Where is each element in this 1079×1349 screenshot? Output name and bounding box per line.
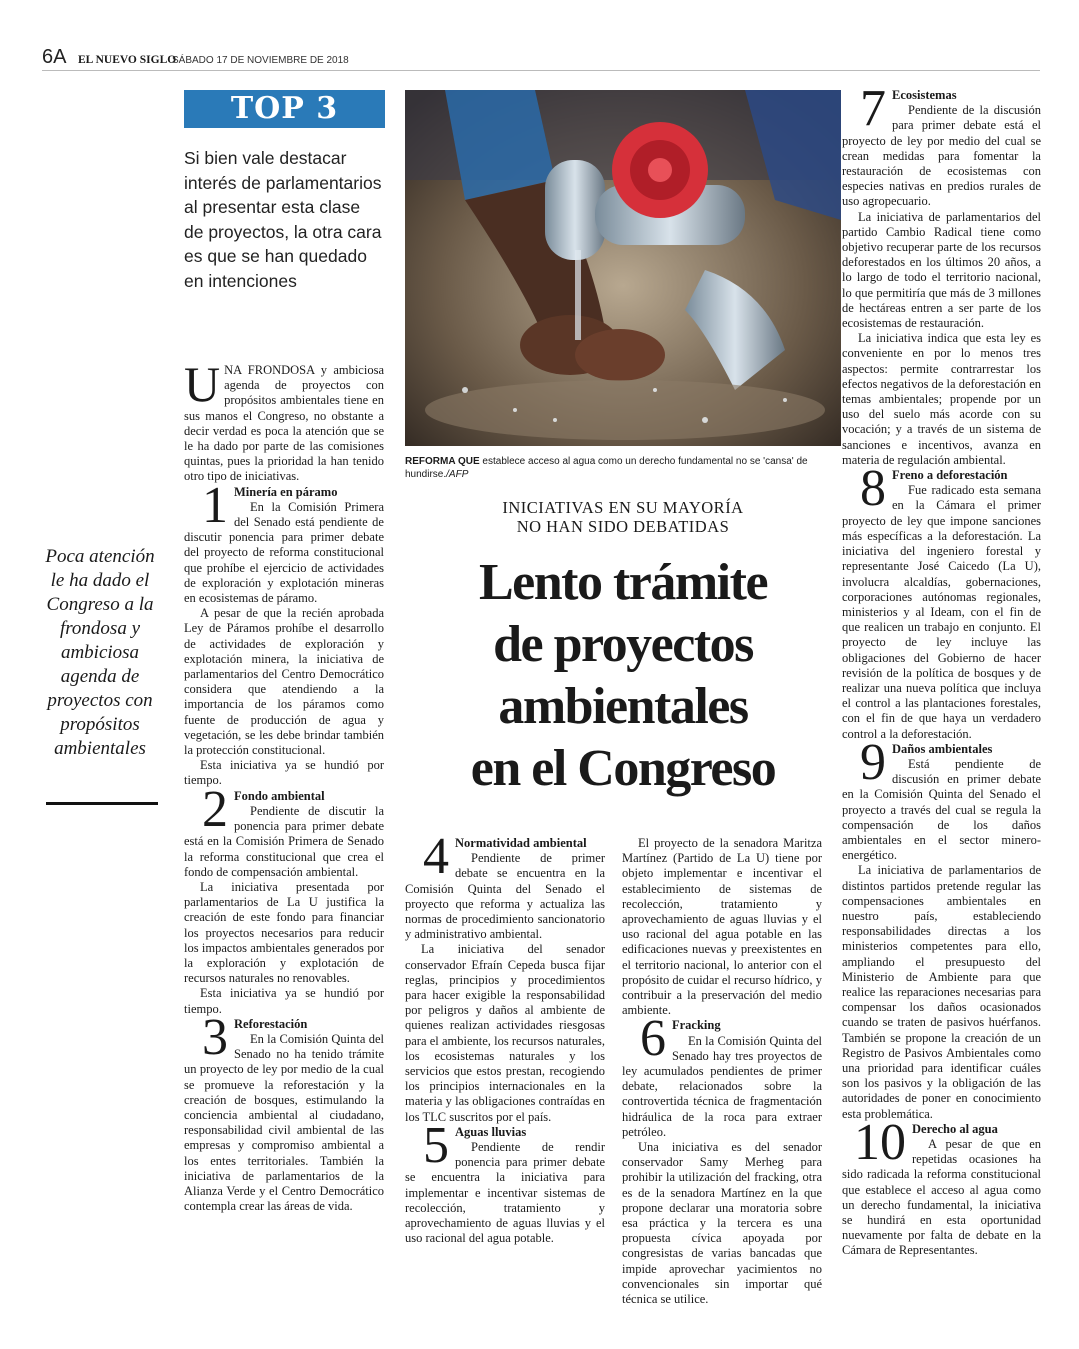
list-item (842, 1113, 1041, 1259)
item-title: Daños ambientales (892, 741, 993, 756)
column-1 (184, 356, 384, 1214)
item-number: 8 (860, 460, 886, 518)
article-photo (405, 90, 841, 446)
item-title: Normatividad ambiental (455, 836, 587, 850)
photo-caption (405, 455, 841, 481)
item-number: 4 (423, 828, 449, 885)
item-title: Reforestación (234, 1016, 308, 1031)
list-item (842, 80, 1041, 468)
item-paragraph: Fue radicado esta semana en la Cámara el primer proyecto de ley que impone sanciones más específicas a la deforestación. La iniciativa del ingeniero forestal y representante José Caicedo (La U), involucra alcaldías, gobernaciones, corporaciones autónomas regionales, ministerios y al Ideam, con el fin de que realicen un trabajo en conjunto. El proyecto de ley incluye las obligaciones del Gobierno de hacer revisión de la política de bosques y de realizar una nueva política que incluya el control a las plantaciones forestales, con el fin de que haya un verdadero control a la deforestación. (842, 483, 1041, 741)
list-item (184, 1008, 384, 1215)
item-paragraph: A pesar de que en repetidas ocasiones ha sido radicada la reforma constitucional que establece el acceso al agua como un derecho fundamental, la iniciativa se hundirá en esta oportunidad nuevamente por falta de debate en la Cámara de Representantes. (842, 1137, 1041, 1258)
item-paragraph: Una iniciativa es del senador conservador Samy Merheg para prohibir la utilización del fracking, otra es de la senadora Martínez en la que propone declarar una moratoria sobre esa práctica y la tercera es una propuesta cívica apoyada por congresistas de varias bancadas que impide aprovechar yacimientos no convencionales sin importar qué técnica se utilice. (622, 1140, 822, 1307)
item-paragraph: La iniciativa de parlamentarios de distintos partidos pretende regular las compensaciones ambientales en nuestro país, estableciendo responsabilidades directas a los ministerios competentes para ello, ampliando el presupuesto del Ministerio de Ambiente para que realice las reparaciones necesarias para compensar los daños ocasionados cuando se traten de pasivos huérfanos. También se propone la creación de un Registro de Pasivos Ambientales como una prioridad para identificar cuáles son los pasivos y la obligación de las autoridades de poner en conocimiento esta problemática. (842, 863, 1041, 1121)
list-item (842, 460, 1041, 742)
top3-banner: TOP 3 (184, 90, 385, 128)
item-paragraph: La iniciativa de parlamentarios del partido Cambio Radical tiene como objetivo recuperar parte de los recursos deforestados en los últimos 20 años, a lo largo de todo el territorio nacional, lo que permitiría que más de 3 millones de hectáreas entren a ser parte de los ecosistemas de restauración. (842, 209, 1041, 331)
item-paragraph: La iniciativa presentada por parlamentarios de La U justifica la creación de este fondo para financiar los proyectos necesarios para reducir los impactos ambientales generados por la exploración y explotación de recursos naturales no renovables. (184, 879, 384, 986)
item-paragraph: Pendiente de discutir la ponencia para primer debate está en la Comisión Primera de Senado la reforma constitucional que crea el fondo de compensación ambiental. (184, 803, 384, 879)
headline (405, 552, 841, 800)
list-item (405, 1116, 605, 1247)
caption-lead: REFORMA QUE (405, 456, 480, 467)
headline-line: ambientales (498, 678, 748, 735)
item-number: 6 (640, 1010, 666, 1068)
item-title: Fondo ambiental (234, 788, 325, 803)
item-number: 2 (202, 780, 228, 838)
item-paragraph: Pendiente de la discusión para primer debate está el proyecto de ley por medio del cual se crean medidas para fomentar la restauración de ecosistemas con especies nativas en predios rurales de uso agropecuario. (842, 103, 1041, 209)
item-title: Derecho al agua (912, 1121, 998, 1136)
newspaper-name: EL NUEVO SIGLO (78, 54, 177, 66)
list-item (184, 476, 384, 789)
headline-line: Lento trámite (478, 554, 768, 611)
water-tap-illustration (405, 90, 841, 446)
pull-quote: Poca atención le ha dado el Congreso a la frondosa y ambiciosa agenda de proyectos con propósitos ambientales (45, 546, 155, 759)
item-paragraph: Pendiente de rendir ponencia para primer debate se encuentra la iniciativa para implementar e incentivar sistemas de recolección, tratamiento y aprovechamiento de aguas lluvias y el uso racional del agua potable. (405, 1140, 605, 1246)
intro-paragraph (184, 356, 384, 485)
item-paragraph: En la Comisión Primera del Senado está pendiente de discutir ponencia para primer debate del proyecto de reforma constitucional que prohíbe el ejercicio de actividades de exploración y explotación mineras en ecosistemas de páramo. (184, 499, 384, 606)
item-paragraph: La iniciativa del senador conservador Efraín Cepeda busca fijar reglas, principios y procedimientos para hacer exigible la responsabilidad por peligros y daños al ambiente de quienes realizan actividades riesgosas para el ambiente, los recursos naturales, los ecosistemas naturales y los servicios que estos prestan, recogiendo los principios internacionales en la materia y las obligaciones contraídas en los TLC suscritos por el país. (405, 942, 605, 1124)
list-item (842, 733, 1041, 1122)
item-paragraph: Esta iniciativa ya se hundió por tiempo. (184, 986, 384, 1016)
item-number: 7 (860, 80, 886, 137)
item-paragraph: La iniciativa indica que esta ley es conveniente en por lo menos tres aspectos: permite contrarrestar los efectos negativos de la deforestación en temas ambientales; propende por un uso del suelo más acorde con su vocación; y a través de un sistema de sanciones e incentivos, avanza en materia de regulación ambiental. (842, 331, 1041, 467)
pull-quote-rule (46, 802, 158, 805)
item-number: 10 (854, 1113, 906, 1171)
item-title: Fracking (672, 1018, 721, 1033)
top3-summary: Si bien vale destacar interés de parlamentarios al presentar esta clase de proyectos, la otra cara es que se han quedado en intenciones (184, 148, 382, 291)
item-title: Aguas lluvias (455, 1124, 527, 1139)
page-header (42, 46, 1040, 71)
headline-line: de proyectos (493, 616, 753, 673)
item-paragraph: En la Comisión Quinta del Senado no ha tenido trámite un proyecto de ley por medio de la cual se promueve la reforestación y la creación de bosques, estimulando la conciencia ambiental al ciudadano, responsabilidad civil ambiental de las empresas y compromiso ambiental a los entes territoriales. También la iniciativa de parlamentarios de la Alianza Verde y el Centro Democrático contempla crear las áreas de vida. (184, 1031, 384, 1214)
drop-cap: U (184, 356, 221, 412)
headline-line: en el Congreso (470, 740, 776, 797)
item-paragraph: En la Comisión Quinta del Senado hay tres proyectos de ley acumulados pendientes de primer debate, relacionados sobre la controvertida técnica de fragmentación hidráulica de la roca para extraer petróleo. (622, 1033, 822, 1139)
list-item (622, 1010, 822, 1307)
item-paragraph: Está pendiente de discusión en primer debate en la Comisión Quinta del Senado el proyecto a través del cual se regula la compensación de los daños ambientales en el sector minero-energético. (842, 756, 1041, 863)
item-number: 3 (202, 1008, 228, 1066)
item-paragraph: El proyecto de la senadora Maritza Martínez (Partido de La U) tiene por objeto implementar e incentivar el establecimiento de sistemas de recolección, tratamiento y aprovechamiento de aguas lluvias y el uso racional del agua potable en las edificaciones nuevas y preexistentes en el territorio nacional, lo anterior con el propósito de cuidar el recurso hídrico, y contribuir a la preservación del medio ambiente. (622, 836, 822, 1018)
item-title: Minería en páramo (234, 484, 338, 499)
intro-text: NA FRONDOSA y ambiciosa agenda de proyectos con propósitos ambientales tiene en sus manos el Congreso, no obstante a decir verdad es poca la atención que se le ha dado por parte de las comisiones quintas, pues la prioridad la han tenido otro tipo de iniciativas. (184, 363, 384, 484)
item-number: 1 (202, 476, 228, 534)
photo-credit: /AFP (446, 469, 469, 480)
column-3 (622, 836, 822, 1307)
kicker-line: INICIATIVAS EN SU MAYORÍA (502, 498, 744, 517)
list-item (405, 828, 605, 1125)
page-number: 6A (42, 46, 67, 68)
item-paragraph: A pesar de que la recién aprobada Ley de Páramos prohíbe el desarrollo de actividades de exploración y explotación minera, la iniciativa de parlamentarios del Centro Democrático considera que atendiendo a la importancia de los páramos como fuente de producción de agua y vegetación, se les debe brindar también la protección constitucional. (184, 606, 384, 758)
issue-date: SÁBADO 17 DE NOVIEMBRE DE 2018 (172, 55, 349, 66)
column-4 (842, 80, 1041, 1259)
column-2 (405, 828, 605, 1246)
item-paragraph: Esta iniciativa ya se hundió por tiempo. (184, 758, 384, 788)
item-title: Ecosistemas (892, 88, 957, 102)
kicker-line: NO HAN SIDO DEBATIDAS (516, 517, 730, 536)
caption-text: establece acceso al agua como un derecho fundamental no se 'cansa' de hundirse. (405, 456, 808, 480)
item-number: 9 (860, 733, 886, 791)
item-paragraph: Pendiente de primer debate se encuentra en la Comisión Quinta del Senado el proyecto que reforma y actualiza las normas de procedimiento sancionatorio y administrativo ambiental. (405, 851, 605, 942)
kicker (405, 498, 841, 536)
item-number: 5 (423, 1116, 449, 1174)
list-item (184, 780, 384, 1017)
item-title: Freno a deforestación (892, 468, 1008, 483)
